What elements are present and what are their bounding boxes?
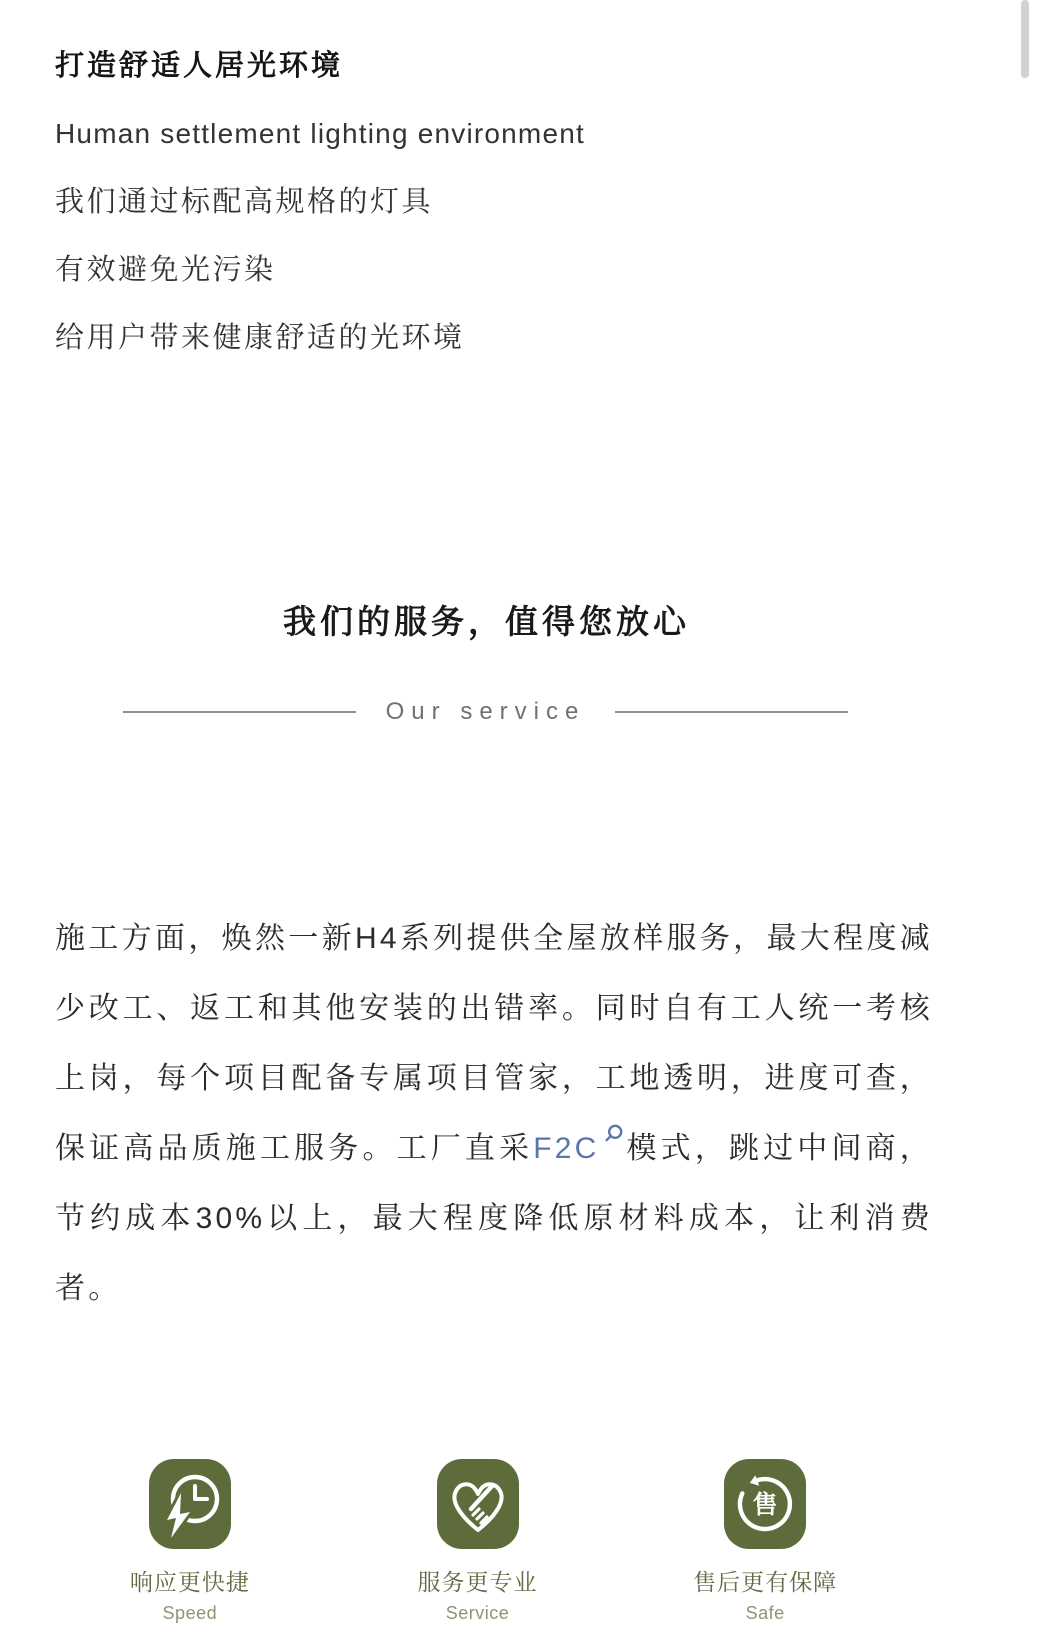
subtitle-right-rule	[615, 711, 848, 713]
speed-clock-icon	[150, 1464, 230, 1544]
service-section-subtitle-row	[0, 698, 971, 726]
svg-text:售: 售	[752, 1491, 778, 1519]
service-paragraph	[55, 904, 933, 1324]
handshake-heart-icon	[438, 1464, 518, 1544]
feature-speed-label: 响应更快捷	[129, 1569, 250, 1595]
f2c-link[interactable]	[533, 1132, 625, 1165]
feature-safe-tile	[724, 1459, 806, 1549]
feature-service-label: 服务更专业	[417, 1569, 538, 1595]
service-section-subtitle: Our service	[385, 698, 586, 725]
intro-line-4: 给用户带来健康舒适的光环境	[55, 322, 465, 354]
intro-line-en: Human settlement lighting environment	[55, 118, 585, 149]
feature-speed-sublabel: Speed	[162, 1603, 218, 1623]
subtitle-left-rule	[123, 711, 356, 713]
service-section-title: 我们的服务，值得您放心	[283, 603, 690, 640]
features-row	[46, 1459, 909, 1624]
after-sales-cycle-icon	[725, 1464, 805, 1544]
feature-service-tile	[437, 1459, 519, 1549]
search-icon	[603, 1123, 624, 1144]
intro-block	[55, 32, 983, 372]
scrollbar-thumb[interactable]	[1021, 0, 1029, 78]
intro-line-3: 有效避免光污染	[55, 254, 276, 286]
feature-speed	[46, 1459, 334, 1624]
feature-service	[334, 1459, 622, 1624]
intro-line-2: 我们通过标配高规格的灯具	[55, 186, 434, 218]
paragraph-text-before: 施工方面，焕然一新H4系列提供全屋放样服务，最大程度减少改工、返工和其他安装的出错率。同时自有工人统一考核上岗，每个项目配备专属项目管家，工地透明，进度可查，保证高品质施工服务。工厂直采	[55, 922, 933, 1165]
paragraph-text-after: 模式，跳过中间商，节约成本30%以上，最大程度降低原材料成本，让利消费者。	[55, 1132, 933, 1305]
intro-heading: 打造舒适人居光环境	[55, 50, 344, 82]
feature-safe	[621, 1459, 909, 1624]
feature-safe-label: 售后更有保障	[693, 1569, 838, 1595]
feature-service-sublabel: Service	[445, 1603, 510, 1623]
feature-safe-sublabel: Safe	[745, 1603, 785, 1623]
feature-speed-tile	[149, 1459, 231, 1549]
f2c-link-label: F2C	[533, 1132, 600, 1165]
